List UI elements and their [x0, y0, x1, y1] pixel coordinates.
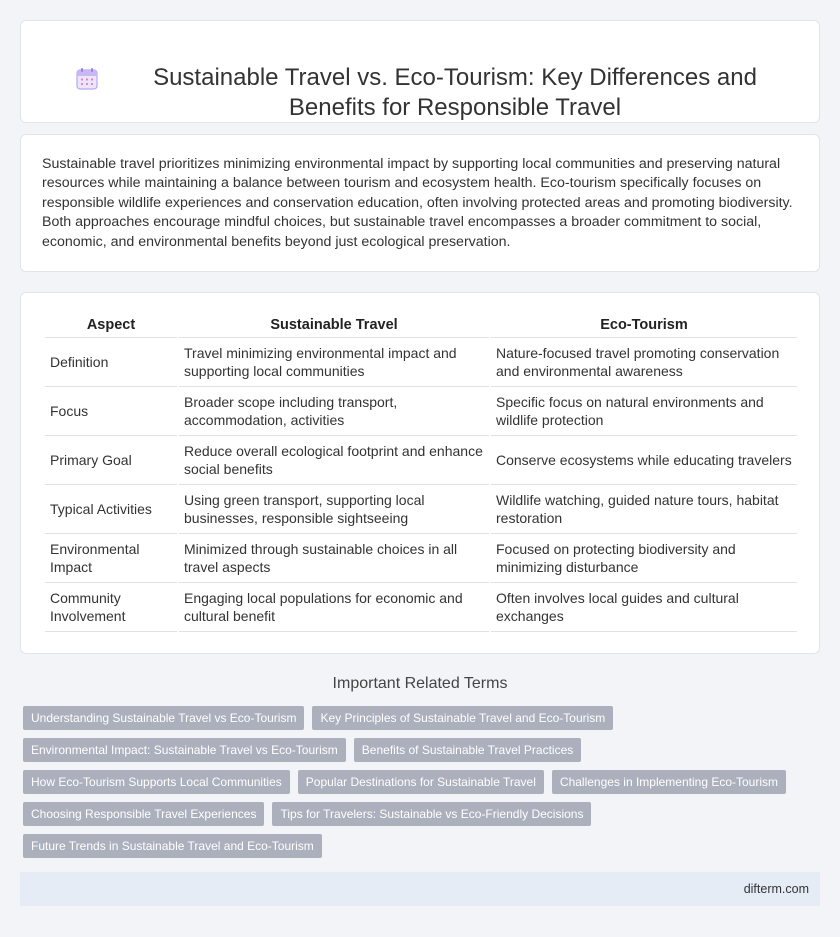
cell-aspect: Definition — [45, 338, 177, 387]
table-header-row — [45, 317, 797, 338]
cell-sustainable: Reduce overall ecological footprint and enhance social benefits — [179, 436, 489, 485]
header-eco-tourism: Eco-Tourism — [491, 317, 797, 338]
header-sustainable-travel: Sustainable Travel — [179, 317, 489, 338]
related-terms-heading: Important Related Terms — [332, 675, 508, 692]
header-aspect: Aspect — [45, 317, 177, 338]
cell-aspect: Environmental Impact — [45, 534, 177, 583]
cell-aspect: Community Involvement — [45, 583, 177, 632]
intro-paragraph: Sustainable travel prioritizes minimizing environmental impact by supporting local communities and preserving natural resources while maintaining a balance between tourism and ecosystem health. Eco-tourism specifically focuses on responsible wildlife experiences and conservation education, often involving protected areas and promoting biodiversity. Both approaches encourage mindful choices, but sustainable travel encompasses a broader commitment to social, economic, and environmental benefits beyond just ecological preservation. — [42, 156, 793, 250]
comparison-table — [43, 317, 799, 632]
cell-aspect: Primary Goal — [45, 436, 177, 485]
intro-card — [20, 134, 820, 272]
page-title: Sustainable Travel vs. Eco-Tourism: Key Differences and Benefits for Responsible Travel — [153, 64, 757, 121]
cell-eco: Conserve ecosystems while educating travelers — [491, 436, 797, 485]
title-card — [20, 20, 820, 123]
table-row — [45, 387, 797, 436]
cell-sustainable: Using green transport, supporting local businesses, responsible sightseeing — [179, 485, 489, 534]
related-term-link[interactable]: Tips for Travelers: Sustainable vs Eco-Friendly Decisions — [272, 802, 591, 826]
cell-eco: Specific focus on natural environments and wildlife protection — [491, 387, 797, 436]
cell-aspect: Focus — [45, 387, 177, 436]
footer — [20, 872, 820, 906]
cell-eco: Often involves local guides and cultural exchanges — [491, 583, 797, 632]
related-term-link[interactable]: How Eco-Tourism Supports Local Communities — [23, 770, 290, 794]
cell-eco: Nature-focused travel promoting conservation and environmental awareness — [491, 338, 797, 387]
related-term-link[interactable]: Choosing Responsible Travel Experiences — [23, 802, 264, 826]
related-term-link[interactable]: Understanding Sustainable Travel vs Eco-Tourism — [23, 706, 304, 730]
cell-eco: Wildlife watching, guided nature tours, habitat restoration — [491, 485, 797, 534]
calendar-icon — [75, 67, 99, 91]
cell-eco: Focused on protecting biodiversity and minimizing disturbance — [491, 534, 797, 583]
cell-sustainable: Minimized through sustainable choices in all travel aspects — [179, 534, 489, 583]
cell-sustainable: Travel minimizing environmental impact and supporting local communities — [179, 338, 489, 387]
table-row — [45, 338, 797, 387]
related-term-link[interactable]: Future Trends in Sustainable Travel and Eco-Tourism — [23, 834, 322, 858]
cell-sustainable: Engaging local populations for economic and cultural benefit — [179, 583, 489, 632]
cell-sustainable: Broader scope including transport, accommodation, activities — [179, 387, 489, 436]
related-term-link[interactable]: Challenges in Implementing Eco-Tourism — [552, 770, 786, 794]
footer-site-link[interactable]: difterm.com — [743, 882, 809, 896]
table-row — [45, 436, 797, 485]
related-term-link[interactable]: Environmental Impact: Sustainable Travel vs Eco-Tourism — [23, 738, 346, 762]
related-term-link[interactable]: Key Principles of Sustainable Travel and Eco-Tourism — [312, 706, 613, 730]
related-terms-list — [23, 706, 803, 858]
table-row — [45, 534, 797, 583]
comparison-table-card — [20, 292, 820, 654]
related-term-link[interactable]: Popular Destinations for Sustainable Travel — [298, 770, 544, 794]
table-row — [45, 583, 797, 632]
related-term-link[interactable]: Benefits of Sustainable Travel Practices — [354, 738, 581, 762]
cell-aspect: Typical Activities — [45, 485, 177, 534]
table-row — [45, 485, 797, 534]
